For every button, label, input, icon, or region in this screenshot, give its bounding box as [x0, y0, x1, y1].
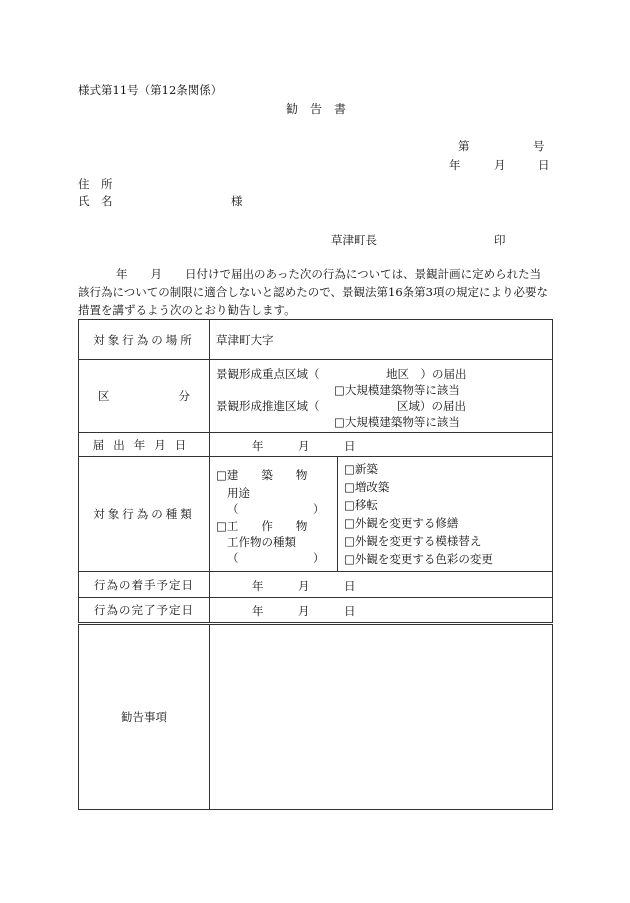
structure-kind-label: 工作物の種類	[227, 534, 296, 549]
date-month: 月	[494, 158, 506, 172]
recommendation-table	[78, 319, 553, 810]
recommendation-content[interactable]	[210, 624, 553, 810]
promotion-area-label: 景観形成推進区域（	[216, 399, 320, 413]
table-row-recommendation	[79, 624, 553, 810]
location-label: 対象行為の場所	[79, 320, 210, 360]
end-day: 日	[344, 604, 356, 618]
notice-date-value	[210, 433, 553, 457]
document-title: 勧 告 書	[286, 102, 347, 116]
form-number: 様式第11号（第12条関係）	[78, 83, 223, 97]
end-date-value	[210, 598, 553, 624]
sender: 草津町長	[331, 233, 377, 247]
number-prefix: 第	[458, 139, 470, 153]
use-paren-open: （	[227, 501, 239, 516]
table-row-category	[79, 360, 553, 433]
table-row-action-type	[79, 457, 553, 572]
action-type-right	[338, 457, 553, 572]
start-month: 月	[298, 578, 310, 593]
large-building-checkbox-1[interactable]: □大規模建築物等に該当	[334, 383, 460, 397]
repair-checkbox[interactable]: □外観を変更する修繕	[344, 515, 459, 530]
body-line-3: 措置を講ずるよう次のとおり勧告します。	[78, 303, 296, 317]
start-date-value	[210, 572, 553, 598]
location-value: 草津町大字	[210, 320, 553, 360]
promotion-area-suffix: 区域）の届出	[397, 399, 466, 413]
date-year: 年	[449, 158, 461, 172]
focus-area-label: 景観形成重点区域（	[216, 367, 320, 381]
address-label: 住 所	[78, 177, 113, 191]
table-row-start-date	[79, 572, 553, 598]
new-construction-checkbox[interactable]: □新築	[344, 461, 378, 476]
end-date-label: 行為の完了予定日	[79, 598, 210, 624]
notice-year: 年	[252, 438, 264, 453]
relocation-checkbox[interactable]: □移転	[344, 497, 378, 512]
notice-month: 月	[298, 438, 310, 453]
structure-paren-close: ）	[313, 550, 325, 565]
table-row-location	[79, 320, 553, 360]
start-year: 年	[252, 578, 264, 593]
action-type-left	[210, 457, 338, 572]
remodel-checkbox[interactable]: □外観を変更する模様替え	[344, 533, 482, 548]
building-checkbox[interactable]: □建 築 物	[216, 467, 308, 482]
date-day: 日	[538, 158, 550, 172]
end-year: 年	[252, 604, 264, 618]
body-line-2: 該行為についての制限に適合しないと認めたので、景観法第16条第3項の規定により必要な	[78, 285, 548, 299]
structure-checkbox[interactable]: □工 作 物	[216, 518, 308, 533]
table-row-end-date	[79, 598, 553, 624]
number-suffix: 号	[533, 139, 545, 153]
honorific: 様	[231, 194, 243, 208]
start-date-label: 行為の着手予定日	[79, 572, 210, 598]
focus-area-suffix: 地区 ）の届出	[386, 367, 467, 381]
action-type-label: 対象行為の種類	[79, 457, 210, 572]
recommendation-label: 勧告事項	[79, 624, 210, 810]
notice-day: 日	[344, 438, 356, 453]
large-building-checkbox-2[interactable]: □大規模建築物等に該当	[334, 415, 460, 429]
category-label: 区 分	[79, 360, 210, 433]
table-row-notice-date	[79, 433, 553, 457]
use-label: 用途	[227, 485, 250, 500]
category-cell	[210, 360, 553, 433]
structure-paren-open: （	[227, 550, 239, 565]
name-label: 氏 名	[78, 194, 113, 208]
use-paren-close: ）	[313, 501, 325, 516]
color-change-checkbox[interactable]: □外観を変更する色彩の変更	[344, 551, 493, 566]
body-line-1: 年 月 日付けで届出のあった次の行為については、景観計画に定められた当	[116, 267, 542, 281]
extension-checkbox[interactable]: □増改築	[344, 479, 390, 494]
end-month: 月	[298, 604, 310, 618]
notice-date-label: 届出年月日	[79, 433, 210, 457]
seal-mark: 印	[494, 233, 506, 247]
start-day: 日	[344, 578, 356, 593]
